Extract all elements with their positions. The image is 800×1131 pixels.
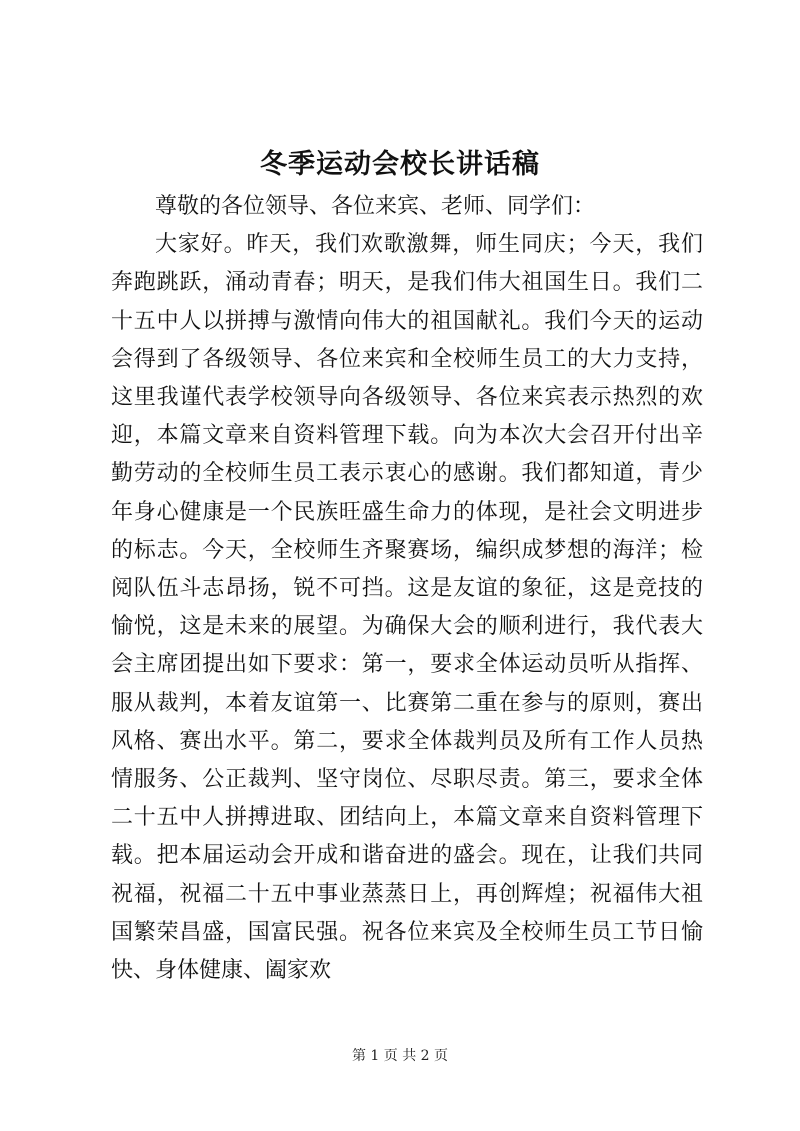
greeting-paragraph: 尊敬的各位领导、各位来宾、老师、同学们： bbox=[155, 194, 596, 219]
speech-paragraph: 大家好。昨天，我们欢歌激舞，师生同庆；今天，我们奔跑跳跃，涌动青春；明天，是我们伟大祖国生日。我们二十五中人以拼搏与激情向伟大的祖国献礼。我们今天的运动会得到了各级领导、各位来宾和全校师生员工的大力支持，这里我谨代表学校领导向各级领导、各位来宾表示热烈的欢迎，本篇文章来自资料管理下载。向为本次大会召开付出辛勤劳动的全校师生员工表示衷心的感谢。我们都知道，青少年身心健康是一个民族旺盛生命力的体现，是社会文明进步的标志。今天，全校师生齐聚赛场，编织成梦想的海洋；检阅队伍斗志昂扬，锐不可挡。这是友谊的象征，这是竞技的愉悦，这是未来的展望。为确保大会的顺利进行，我代表大会主席团提出如下要求：第一，要求全体运动员听从指挥、服从裁判，本着友谊第一、比赛第二重在参与的原则，赛出风格、赛出水平。第二，要求全体裁判员及所有工作人员热情服务、公正裁判、坚守岗位、尽职尽责。第三，要求全体二十五中人拼搏进取、团结向上，本篇文章来自资料管理下载。把本届运动会开成和谐奋进的盛会。现在，让我们共同祝福，祝福二十五中事业蒸蒸日上，再创辉煌；祝福伟大祖国繁荣昌盛，国富民强。祝各位来宾及全校师生员工节日愉快、身体健康、阖家欢 bbox=[111, 232, 703, 984]
document-body bbox=[111, 188, 703, 990]
document-title: 冬季运动会校长讲话稿 bbox=[260, 149, 540, 180]
page-number-footer: 第 1 页 共 2 页 bbox=[351, 1048, 449, 1064]
